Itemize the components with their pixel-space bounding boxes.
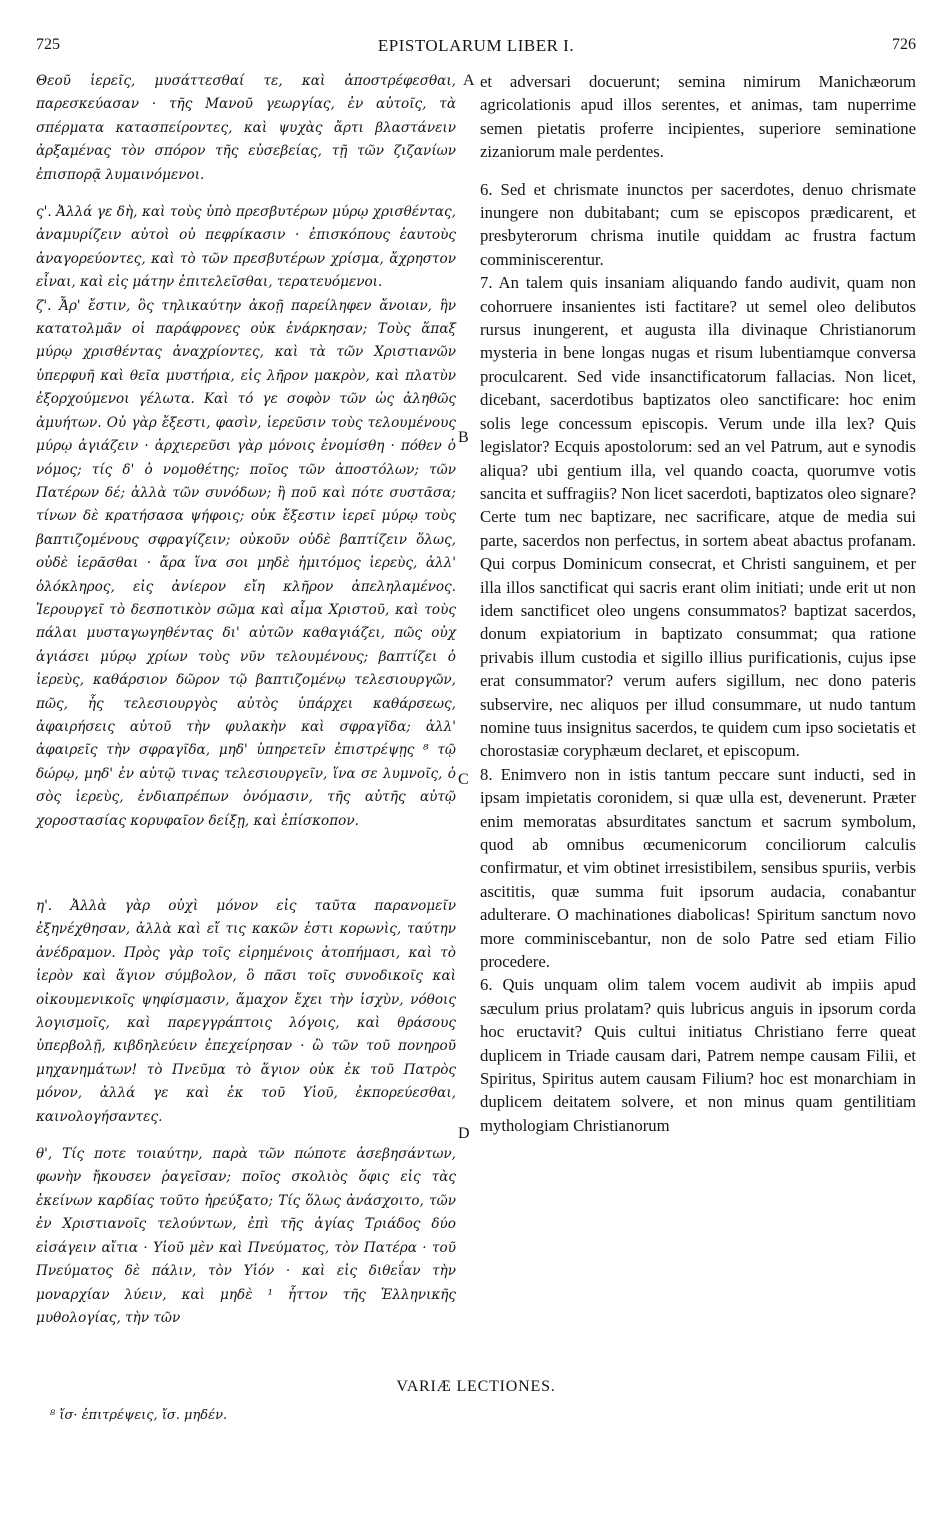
variae-lectiones-heading: VARIÆ LECTIONES. (396, 1378, 556, 1395)
latin-column (480, 70, 916, 1137)
greek-paragraph-7: ζ'. Ἆρ' ἔστιν, ὃς τηλικαύτην ἀκοῇ παρείληφεν ἄνοιαν, ἣν κατατολμᾶν οἱ παράφρονες οὐκ ἐνάρκησαν; Τοὺς ἅπαξ μύρῳ χρισθέντας ἀναχρίοντες, καὶ τὰ τῶν Χριστιανῶν ὑπερφυῆ καὶ θεῖα μυστήρια, εἰς λῆρον μακρὸν, καὶ πλατὺν ἐξορχούμενοι γέλωτα. Καὶ τό γε σοφὸν τῶν ὡς ἀληθῶς ἀμυήτων. Οὐ γὰρ ἔξεστι, φασὶν, ἱερεῦσιν τοὺς τελουμένους μύρῳ ἁγιάζειν · ἀρχιερεῦσι γὰρ μόνοις ἐνομίσθη · πόθεν ὁ νόμος; τίς δ' ὁ νομοθέτης; ποῖος τῶν ἀποστόλων; τῶν Πατέρων δέ; ἀλλὰ τῶν συνόδων; ἢ ποῦ καὶ πότε συστᾶσα; τίνων δὲ κρατήσασα ψήφοις; οὐκ ἔξεστιν ἱερεῖ μύρῳ τοὺς βαπτιζομένους σφραγίζειν; οὐκοῦν οὐδὲ βαπτίζειν ὅλως, οὐδὲ ἱερᾶσθαι · ἄρα ἵνα σοι μηδὲ ἡμιτόμος ἱερεὺς, ἀλλ' ὁλόκληρος, εἰς ἀνίερον εἴη κλῆρον ἀπεληλαμένος. Ἱερουργεῖ τὸ δεσποτικὸν σῶμα καὶ αἷμα Χριστοῦ, καὶ τοὺς πάλαι μυσταγωγηθέντας δι' αὐτῶν καθαγιάζει, πῶς οὐχ ἁγιάσει μύρῳ χρίων τοὺς νῦν τελουμένους; βαπτίζει ὁ ἱερεὺς, καθάρσιον δῶρον τῷ βαπτιζομένῳ τελεσιουργῶν, πῶς, ἧς τελεσιουργὸς αὐτὸς ὑπάρχει καθάρσεως, ἀφαιρήσεις αὐτοῦ τὴν φυλακὴν καὶ σφραγῖδα; ἀλλ' ἀφαιρεῖς τὴν σφραγῖδα, μηδ' ὑπηρετεῖν ἐπιστρέψῃς ⁸ τῷ δώρῳ, μηδ' ἐν αὐτῷ τινας τελεσιουργεῖν, ἵνα σε λυμνοῖς, ὁ σὸς ἱερεὺς, ἐνδιαπρέπων ὀνόμασιν, τῆς αὐτῆς αὐτῷ χοροστασίας κορυφαῖον δείξῃ, καὶ ἐπίσκοπον. (36, 297, 456, 829)
margin-marker-b: B (458, 429, 469, 446)
running-header (36, 36, 916, 58)
latin-paragraph-6: 6. Sed et chrismate inunctos per sacerdotes, denuo chrismate inungere non dubitabant; cum se episcopos prædicarent, et presbyterorum chrisma inutile quiddam ac frustra factum comminiscerentur. (480, 179, 916, 269)
margin-marker-a: A (463, 72, 475, 89)
latin-paragraph-9: 6. Quis unquam olim talem vocem audivit ab impiis apud sæculum prius prolatam? quis lubricus anguis in ipsorum corda hoc eructavit? Quis cultui initiatus Christiano ferre queat duplicem in Triade causam dari, Patrem nempe causam Filii, et Spiritus, Spiritus autem causam Filium? hoc est monarchiam in duplicem deitatem solvere, et non minus quam gentilitiam mythologiam Christianorum (480, 975, 916, 1135)
greek-paragraph-6: ς'. Ἀλλά γε δὴ, καὶ τοὺς ὑπὸ πρεσβυτέρων μύρῳ χρισθέντας, ἀναμυρίζειν αὐτοὶ οὐ πεφρίκασιν · ἐπισκόπους ἑαυτοὺς ἀναγορεύοντες, καὶ τὸ τῶν πρεσβυτέρων χρίσμα, ἄχρηστον εἶναι, καὶ εἰς μάτην ἐπιτελεῖσθαι, τερατευόμενοι. (36, 204, 456, 291)
running-title: EPISTOLARUM LIBER I. (377, 36, 575, 55)
greek-paragraph-9: θ', Τίς ποτε τοιαύτην, παρὰ τῶν πώποτε ἀσεβησάντων, φωνὴν ἤκουσεν ῥαγεῖσαν; ποῖος σκολιὸς ὄφις εἰς τὰς ἐκείνων καρδίας τοῦτο ἠρεύξατο; Τίς ὅλως ἀνάσχοιτο, τῶν ἐν Χριστιανοῖς τελούντων, ἐπὶ τῆς ἁγίας Τριάδος δύο εἰσάγειν αἴτια · Υἱοῦ μὲν καὶ Πνεύματος, τὸν Πατέρα · τοῦ Πνεύματος δὲ πάλιν, τὸν Υἱόν · καὶ εἰς διθεΐαν τὴν μοναρχίαν λύειν, καὶ μηδὲ ¹ ἧττον τῆς Ἑλληνικῆς μυθολογίας, τὴν τῶν (36, 1146, 456, 1326)
margin-marker-d: D (458, 1125, 470, 1142)
greek-column (36, 70, 456, 1330)
page-number-right: 726 (892, 36, 916, 53)
latin-paragraph-8: 8. Enimvero non in istis tantum peccare sunt inducti, sed in ipsam impietatis coronidem, si quæ ulla est, devenerunt. Præter enim memoratas absurditates sanctum et sacrum symbolum, quod ab omnibus œcumenicorum conciliorum calculis confirmatur, et vim obtinet irresistibilem, sensibus spuriis, verbis ascititis, quæ summa fuit ipsorum audacia, conabantur adulterare. O machinationes diabolicas! Spiritum sanctum novo more comminiscebantur, non de solo Patre sed etiam Filio procedere. (480, 764, 916, 972)
latin-paragraph-7: 7. An talem quis insaniam aliquando fando audivit, quam non cohorruere insanientes isti factitare? ut semel oleo delibutos rursus inungerent, et augusta illa divinaque Christianorum mysteria in bene longas nugas et risum lubentiamque conversa proculcarent. Sed vide insanctificatorum fallacias. Non licet, dicebant, sacerdotibus baptizatos oleo sanctificare: hoc enim solis lege concessum episcopis. Verum unde illa lex? Quis legislator? Ecquis apostolorum: sed an vel Patrum, aut e synodis aliqua? ubi gentium illa, vel quando coacta, quorumve votis sancita et suffragiis? Non licet sacerdoti, baptizatos oleo signare? Certe tum nec baptizare, nec sacrificare, atque de media sui parte, sacerdos non perfectus, in sortem abeat abactus profanam. Qui corpus Dominicum consecrat, et Christi sanguinem, et per illa illos sanctificat qui sacris erant olim initiati; unde erit ut non idem sanctificet oleo ungens consummatos? baptizat sacerdos, donum expiatorium in baptizato consummat; qua ratione privabis illum custodia et sigillo illius purificationis, cujus ipse erat consummator? verum aufers sigillum, nec dono pateris subservire, nec aliquos per illud consummare, ut nudo tantum nomine tuus insignitus sacerdos, te quidem cum ipso societatis et chorostasiæ coryphæum declaret, et episcopum. (480, 273, 916, 761)
page-number-left: 725 (36, 36, 60, 53)
latin-paragraph-5: et adversari docuerunt; semina nimirum Manichæorum agricolationis apud illos serentes, et animas, tam nuperrime semen pietatis proferre incipientes, superiore seminatione zizaniorum male perdentes. (480, 72, 916, 162)
margin-marker-c: C (458, 771, 469, 788)
greek-paragraph-8: η'. Ἀλλὰ γὰρ οὐχὶ μόνον εἰς ταῦτα παρανομεῖν ἐξηνέχθησαν, ἀλλὰ καὶ εἴ τις κακῶν ἐστι κορωνὶς, ταύτην ἀνέδραμον. Πρὸς γὰρ τοῖς εἰρημένοις ἀτοπήμασι, καὶ τὸ ἱερὸν καὶ ἅγιον σύμβολον, ὃ πᾶσι τοῖς συνοδικοῖς καὶ οἰκουμενικοῖς ψηφίσμασιν, ἄμαχον ἔχει τὴν ἰσχὺν, νόθοις λογισμοῖς, καὶ παρεγγράπτοις λόγοις, καὶ θράσους ὑπερβολῇ, κιβδηλεύειν ἐπεχείρησαν · ὢ τῶν τοῦ πονηροῦ μηχανημάτων! τὸ Πνεῦμα τὸ ἅγιον οὐκ ἐκ τοῦ Πατρὸς μόνον, ἀλλά γε καὶ ἐκ τοῦ Υἱοῦ, ἐκπορεύεσθαι, καινολογήσαντες. (36, 898, 456, 1125)
greek-paragraph-5: Θεοῦ ἱερεῖς, μυσάττεσθαί τε, καὶ ἀποστρέφεσθαι, παρεσκεύασαν · τῆς Μανοῦ γεωργίας, ἐν αὐτοῖς, τὰ σπέρματα κατασπείροντες, καὶ ψυχὰς ἄρτι βλαστάνειν ἀρξαμένας τὸν σπόρον τῆς εὐσεβείας, τῇ τῶν ζιζανίων ἐπισπορᾷ λυμαινόμενοι. (36, 73, 456, 183)
footnote: ⁸ ἴσ· ἐπιτρέψεις, ἴσ. μηδέν. (50, 1408, 228, 1423)
